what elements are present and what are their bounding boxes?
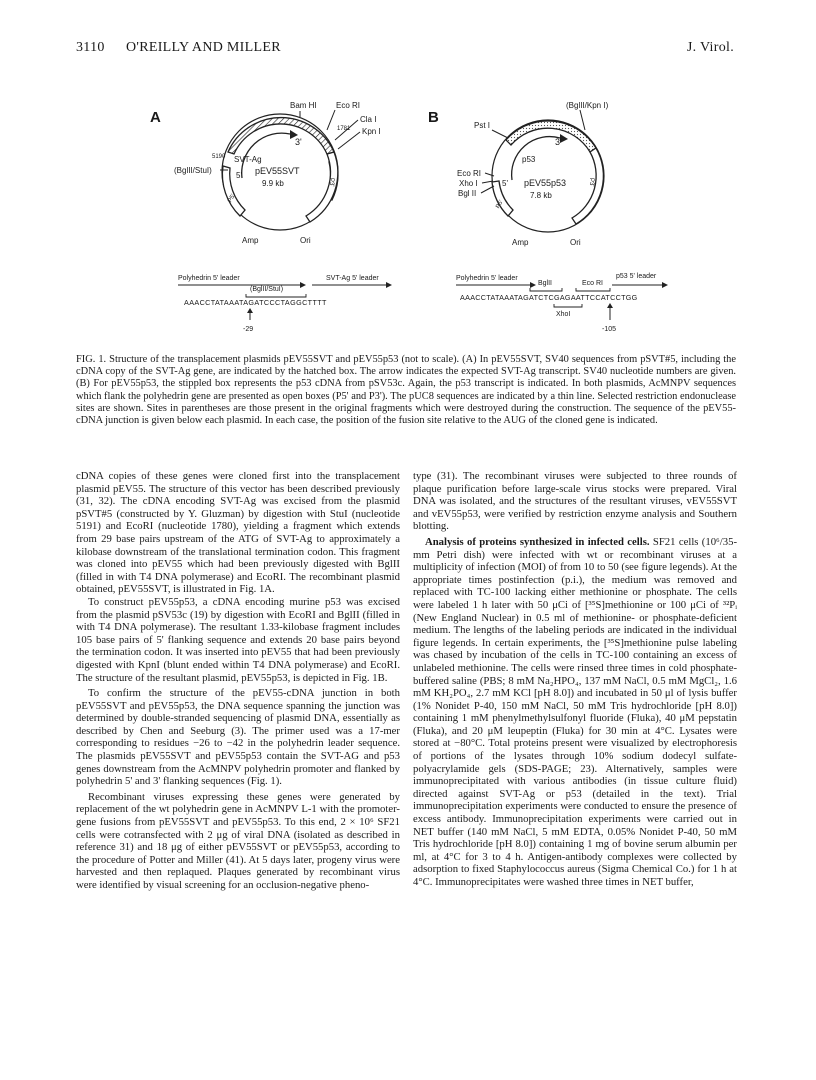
pa-amp: Amp — [242, 236, 259, 245]
panel-a — [150, 101, 392, 333]
pb-p5-label: P5' — [495, 199, 505, 210]
figure-1 — [150, 82, 670, 344]
figure-caption: FIG. 1. Structure of the transplacement plasmids pEV55SVT and pEV55p53 (not to scale). (A) In pEV55SVT, SV40 sequences from pSVT#5, including the cDNA copy of the SVT-Ag gene, are indicated by the hatched box. The arrow indicates the expected SVT-Ag transcript. SV40 nucleotide numbers are given. (B) For pEV55p53, the stippled box represents the p53 cDNA from pSV53c. Again, the p53 transcript is indicated. In both plasmids, AcMNPV sequences which flank the polyhedrin gene are presented as open boxes (P5' and P3'). The pUC8 sequences are indicated by a thin line. Selected restriction endonuclease sites are shown. Sites in parentheses are those present in the original fragments which were destroyed during the construction. The sequence of the pEV55-cDNA junction is given below each plasmid. In each case, the position of the fusion site relative to the AUG of the cloned gene is indicated. — [76, 354, 736, 427]
panel-b-label: B — [428, 109, 439, 126]
pa-bamhi: Bam HI — [290, 101, 317, 110]
pb-leader-right: p53 5' leader — [616, 273, 657, 280]
right-column — [413, 470, 737, 889]
pb-position: -105 — [602, 326, 617, 333]
pa-gene-label: SVT-Ag — [234, 155, 262, 164]
panel-a-label: A — [150, 109, 161, 126]
pb-p3-box — [572, 148, 603, 224]
pb-amp: Amp — [512, 238, 529, 247]
paragraph: To construct pEV55p53, a cDNA encoding murine p53 was excised from the plasmid pSV53c (19) by digestion with EcoRI and BglII (filled in with T4 DNA polymerase). The resultant 1.33-kilobase fragment includes 105 base pairs of 5' flanking sequence and extends 20 base pairs beyond the termination codon. It was inserted into pEV55 that had been previously digested with KpnI (blunt ended within T4 DNA polymerase) and EcoRI. The structure of the resultant plasmid, pEV55p53, is depicted in Fig. 1B. — [76, 595, 400, 684]
running-authors: O'REILLY AND MILLER — [126, 40, 281, 55]
paragraph: cDNA copies of these genes were cloned first into the transplacement plasmid pEV55. The structure of this vector has been described previously (31, 32). The cDNA encoding SVT-Ag was excised from the plasmid pSVT#5 (constructed by Y. Gluzman) by digestion with StuI (nucleotide 5191) and EcoRI (nucleotide 1780), yielding a fragment which extends from 29 base pairs upstream of the ATG of SVT-Ag to approximately a kilobase downstream of the translational termination codon. This fragment was cloned into pEV55 which had been previously digested with BglII (filled in with T4 DNA polymerase) and EcoRI. The recombinant plasmid obtained, pEV55SVT, is illustrated in Fig. 1A. — [76, 470, 400, 596]
left-column — [76, 470, 400, 892]
pb-junction-bgl: BglII — [538, 280, 553, 287]
panel-b — [428, 101, 668, 333]
pb-3prime: 3' — [555, 137, 562, 147]
pb-bglkpn: (BglII/Kpn I) — [566, 101, 609, 110]
paragraph: Recombinant viruses expressing these genes were generated by replacement of the wt polyhedrin gene in AcMNPV L-1 with the promoter-gene fusions from pEV55SVT and pEV55p53. To this end, 2 × 10⁶ SF21 cells were cotransfected with 2 μg of viral DNA (isolated as described in reference 31) and 18 μg of either pEV55SVT or pEV55p53, according to the procedure of Potter and Miller (41). At 5 days later, progeny virus were harvested and then replaqued. Plaques generated by recombinant virus were identified by visual screening for an occlusion-negative pheno- — [76, 790, 400, 891]
pa-ori: Ori — [300, 236, 311, 245]
pb-bglii: Bgl II — [458, 189, 477, 198]
pa-ecori: Eco RI — [336, 101, 361, 110]
pa-hatched-sv40 — [228, 118, 334, 154]
plasmid-diagrams — [150, 82, 670, 344]
page-header — [76, 40, 734, 60]
section-body: SF21 cells (10⁶/35-mm Petri dish) were infected with wt or recombinant viruses at a multiplicity of infection (MOI) of from 10 to 50 (see figure legends). At the appropriate times postinfection (p.i.), the medium was removed and replaced with TC-100 lacking either methionine or phosphate. The cells were labeled 1 h later with 50 μCi of [³⁵S]methionine or 100 μCi of ³²Pᵢ (New England Nuclear) in 0.5 ml of methionine- or phosphate-deficient medium. The lengths of the labeling periods are indicated in the individual figure legends. In certain experiments, the [³⁵S]methionine pulse labeling was chased by incubation of the cells in TC-100 containing an excess of unlabeled methionine. The cells were rinsed three times in cold phosphate-buffered saline (PBS; 8 mM Na₂HPO₄, 137 mM NaCl, 0.5 mM MgCl₂, 1.6 mM KH₂PO₄, 2.7 mM KCl [pH 8.0]) and incubated in 50 μl of lysis buffer (1% Nonidet P-40, 150 mM NaCl, 50 mM Tris hydrochloride [pH 8.0]) containing 1 mM phenylmethylsulfonyl fluoride (Fluka), 40 μM pepstatin (Fluka), and 20 μM leupeptin (Fluka) for 30 min at 4°C. Lysates were stored at −80°C. Total proteins present were visualized by electrophoresis of portions of the lysates through 10% sodium dodecyl sulfate-polyacrylamide gels (SDS-PAGE; 23). Alternatively, samples were immunoprecipitated with various antibodies (in tissue culture fluid) directed against SVT-Ag or p53 (detailed in the text). Trial immunoprecipitation experiments were conducted to ensure the presence of excess antibody. Immunoprecipitation experiments were carried out in NET buffer (140 mM NaCl, 5 mM EDTA, 0.05% Nonidet P-40, 50 mM Tris hydrochloride [pH 8.0]) containing 1 mg of bovine serum albumin per ml, at 4°C for 3 to 4 h. Antigen-antibody complexes were collected by adsorption to fixed Staphylococcus aureus (Sigma Chemical Co.) for 1 h at 4°C. Immunoprecipitates were washed three times in NET buffer, — [413, 535, 737, 888]
pb-5prime: 5' — [502, 179, 508, 188]
pb-plasmid-size: 7.8 kb — [530, 191, 552, 200]
pa-sequence: AAACCTATAAATAGATCCCTAGGCTTTT — [184, 298, 327, 307]
pa-nt-5190: 5190 — [212, 154, 226, 160]
pa-kpni: Kpn I — [362, 127, 381, 136]
pa-leader-left: Polyhedrin 5' leader — [178, 275, 240, 282]
pb-xhoi: Xho I — [459, 179, 478, 188]
section-heading: Analysis of proteins synthesized in infected cells. — [425, 535, 650, 548]
pb-leader-left: Polyhedrin 5' leader — [456, 275, 518, 282]
pa-clai: Cla I — [360, 115, 377, 124]
pa-leader-right: SVT-Ag 5' leader — [326, 275, 379, 282]
journal-name: J. Virol. — [686, 40, 734, 55]
pb-ecori: Eco RI — [457, 169, 482, 178]
pa-p3-label: P3' — [328, 178, 334, 187]
pb-ori: Ori — [570, 238, 581, 247]
page-number: 3110 — [76, 40, 105, 55]
pa-bglstu: (BglII/StuI) — [174, 166, 212, 175]
pa-p5-label: P5' — [227, 193, 237, 204]
pa-3prime: 3' — [295, 137, 302, 147]
pa-plasmid-size: 9.9 kb — [262, 179, 284, 188]
pa-position: -29 — [243, 326, 254, 333]
pb-sequence: AAACCTATAAATAGATCTCGAGAATTCCATCCTGG — [460, 293, 638, 302]
pa-junction-site: (BglII/StuI) — [250, 286, 284, 293]
pa-plasmid-name: pEV55SVT — [255, 166, 300, 176]
pb-plasmid-name: pEV55p53 — [524, 178, 567, 188]
pb-gene-label: p53 — [522, 155, 536, 164]
pb-junction-eco: Eco RI — [582, 280, 604, 287]
pa-5prime: 5' — [236, 171, 242, 180]
paragraph: To confirm the structure of the pEV55-cDNA junction in both pEV55SVT and pEV55p53, the DNA sequence spanning the junction was determined by double-stranded sequencing of plasmid DNA, essentially as described by Chen and Seeburg (3). The primer used was a 17-mer corresponding to residues −26 to −42 in the polyhedrin leader sequence. The plasmids pEV55SVT and pEV55p53 contain the SVT-AG and p53 genes downstream from the AcMNPV polyhedrin promoter and flanked by polyhedrin 5' and 3' flanking sequences (Fig. 1). — [76, 687, 400, 788]
pb-p3-label: P3' — [588, 178, 594, 187]
pb-psti: Pst I — [474, 121, 491, 130]
paragraph: type (31). The recombinant viruses were subjected to three rounds of plaque purification before large-scale virus stocks were prepared. Viral DNA was isolated, and the structures of the resultant viruses, vEV55SVT and vEV55p53, were verified by restriction enzyme analysis and Southern blotting. — [413, 470, 737, 533]
pa-nt-1781: 1781 — [337, 126, 351, 132]
pb-junction-xho: XhoI — [556, 311, 571, 318]
